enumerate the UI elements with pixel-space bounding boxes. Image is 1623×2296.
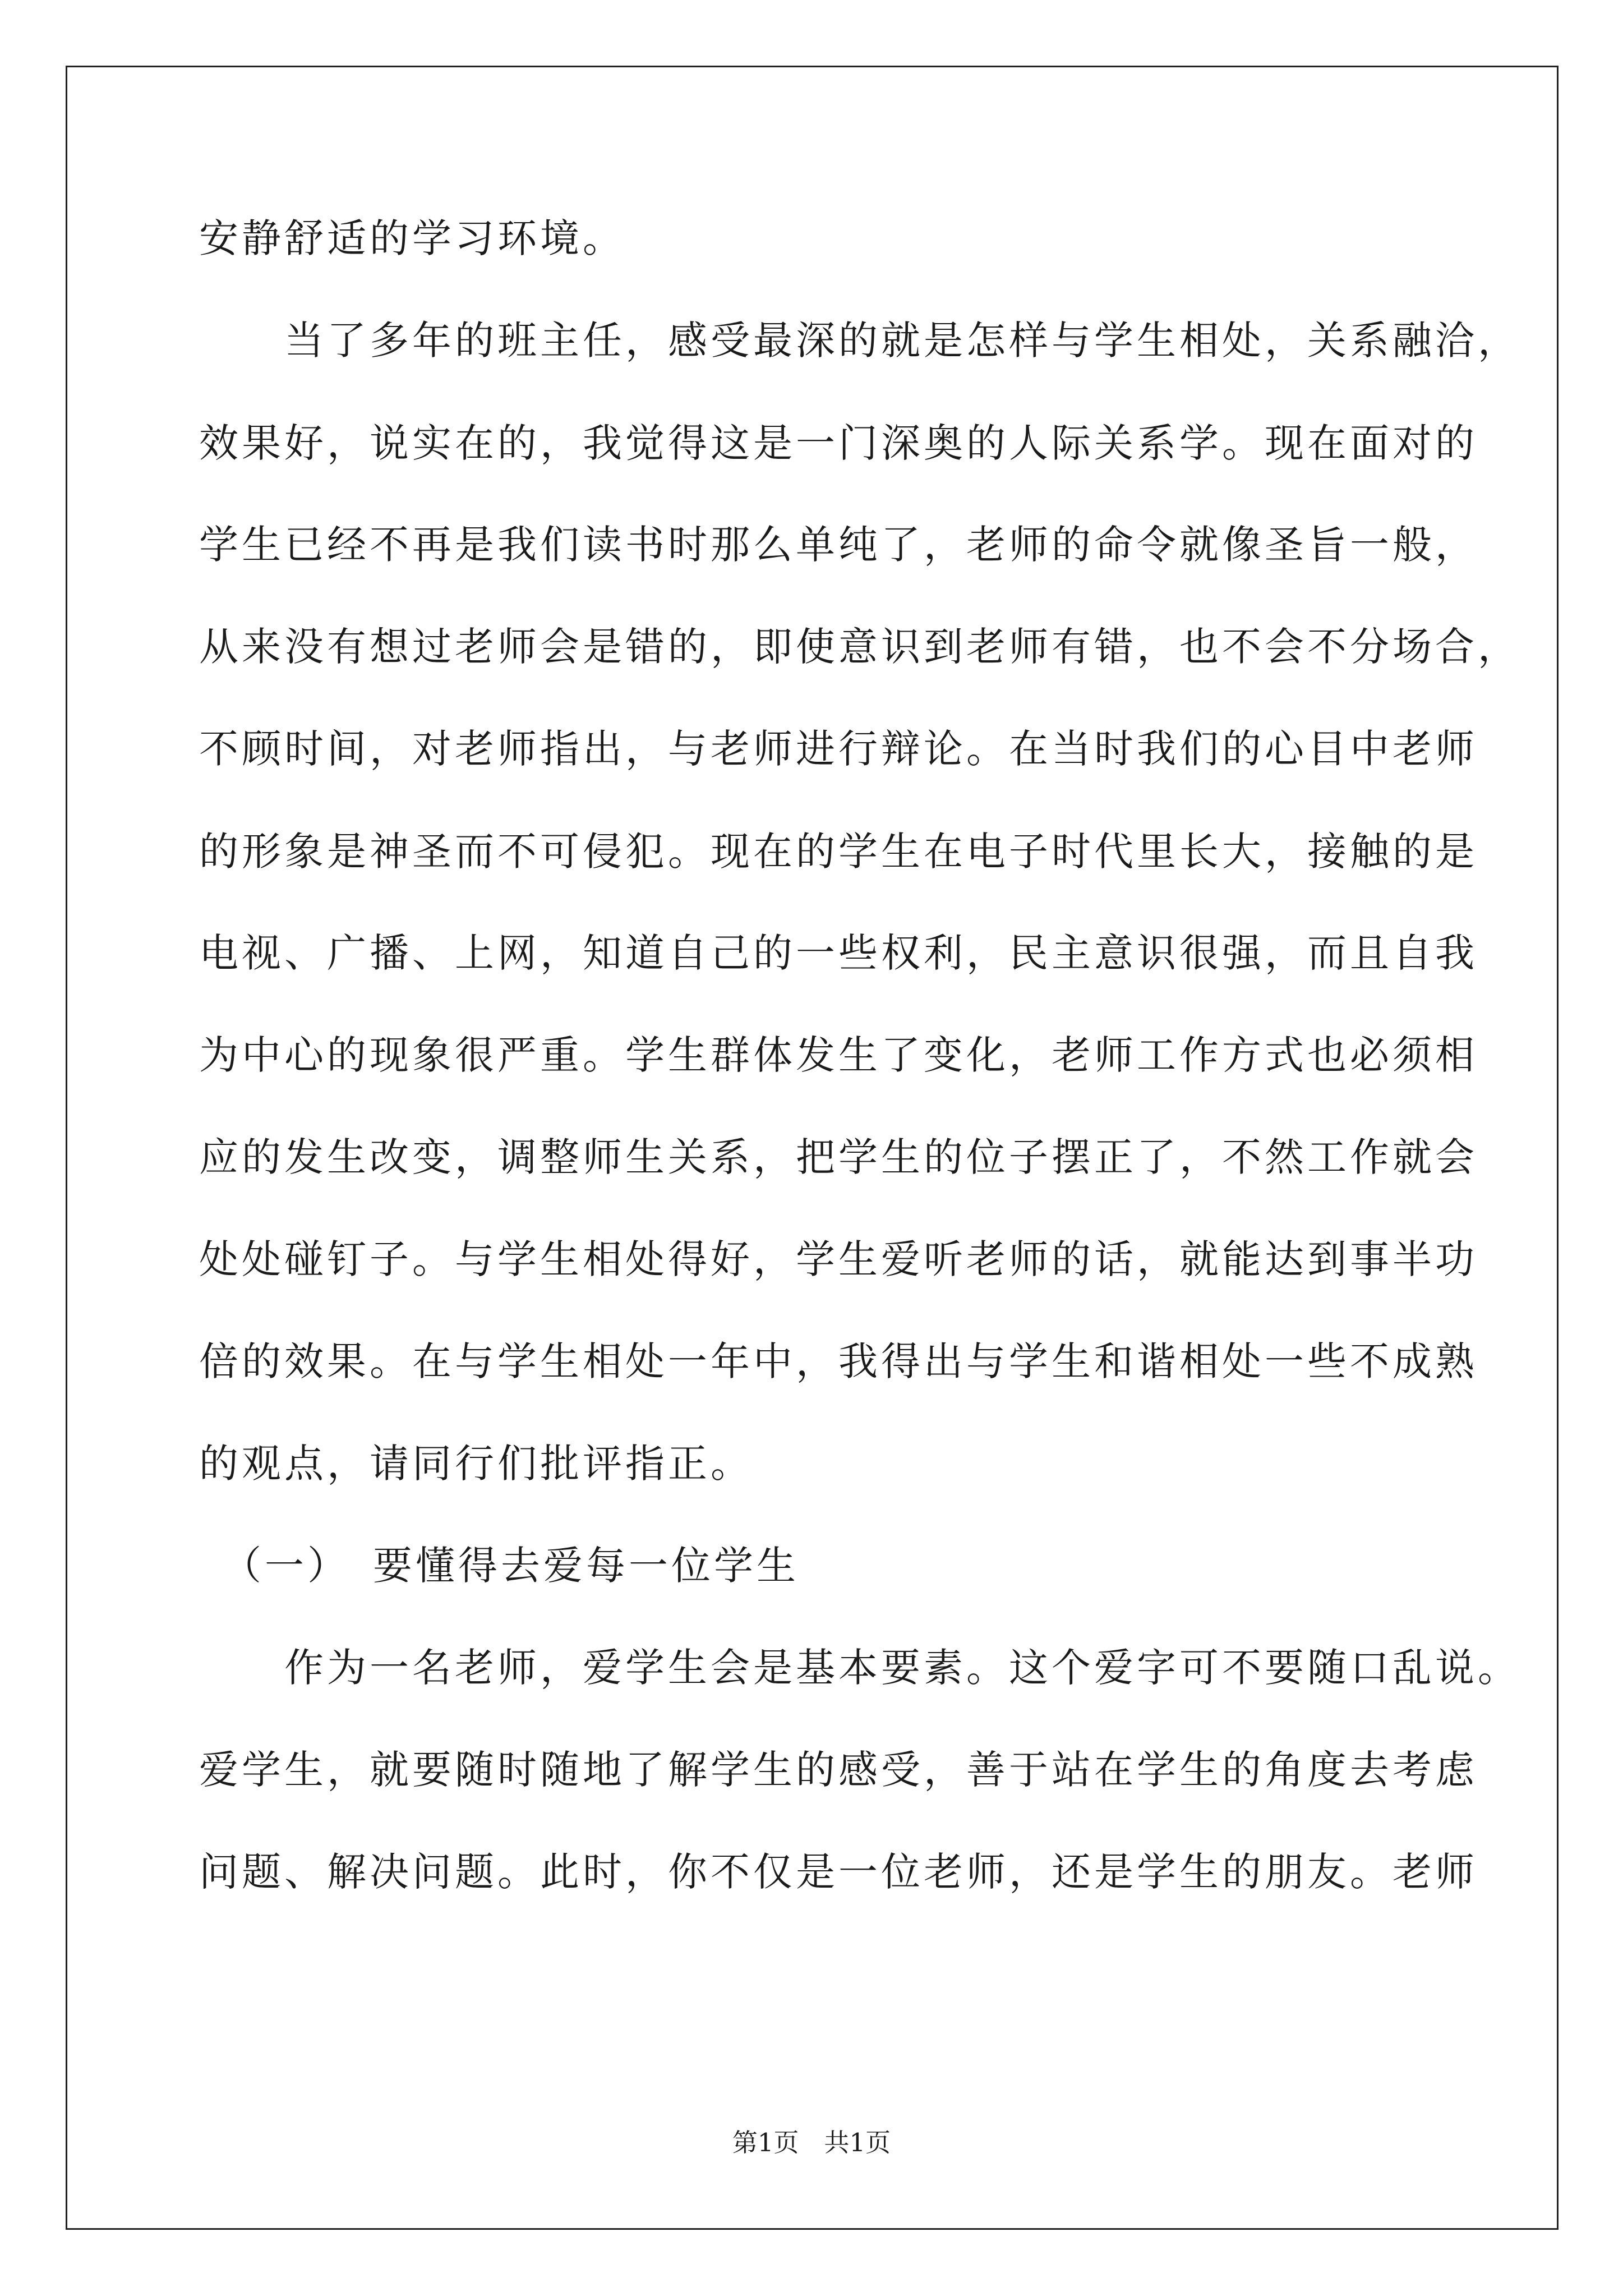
body-line-17: 问题、解决问题。此时，你不仅是一位老师，还是学生的朋友。老师 [199,1849,1478,1895]
body-line-8: 电视、广播、上网，知道自己的一些权利，民主意识很强，而且自我 [199,930,1478,976]
body-line-12: 倍的效果。在与学生相处一年中，我得出与学生和谐相处一些不成熟 [199,1338,1478,1384]
body-line-9: 为中心的现象很严重。学生群体发生了变化，老师工作方式也必须相 [199,1032,1478,1078]
body-line-1: 安静舒适的学习环境。 [199,215,625,261]
body-line-4: 学生已经不再是我们读书时那么单纯了，老师的命令就像圣旨一般， [199,522,1478,568]
body-line-2: 当了多年的班主任，感受最深的就是怎样与学生相处，关系融洽， [199,318,1520,364]
body-line-3: 效果好，说实在的，我觉得这是一门深奥的人际关系学。现在面对的 [199,420,1478,466]
body-line-13: 的观点，请同行们批评指正。 [199,1441,753,1487]
page-number-footer: 第1页 共1页 [732,2128,891,2157]
section-heading: （一） 要懂得去爱每一位学生 [199,1543,799,1589]
body-line-11: 处处碰钉子。与学生相处得好，学生爱听老师的话，就能达到事半功 [199,1236,1478,1282]
body-line-6: 不顾时间，对老师指出，与老师进行辩论。在当时我们的心目中老师 [199,726,1478,772]
body-line-10: 应的发生改变，调整师生关系，把学生的位子摆正了，不然工作就会 [199,1134,1478,1180]
body-line-7: 的形象是神圣而不可侵犯。现在的学生在电子时代里长大，接触的是 [199,829,1478,875]
body-line-5: 从来没有想过老师会是错的，即使意识到老师有错，也不会不分场合， [199,624,1520,670]
body-line-16: 爱学生，就要随时随地了解学生的感受，善于站在学生的角度去考虑 [199,1747,1478,1793]
body-line-15: 作为一名老师，爱学生会是基本要素。这个爱字可不要随口乱说。 [199,1645,1520,1691]
